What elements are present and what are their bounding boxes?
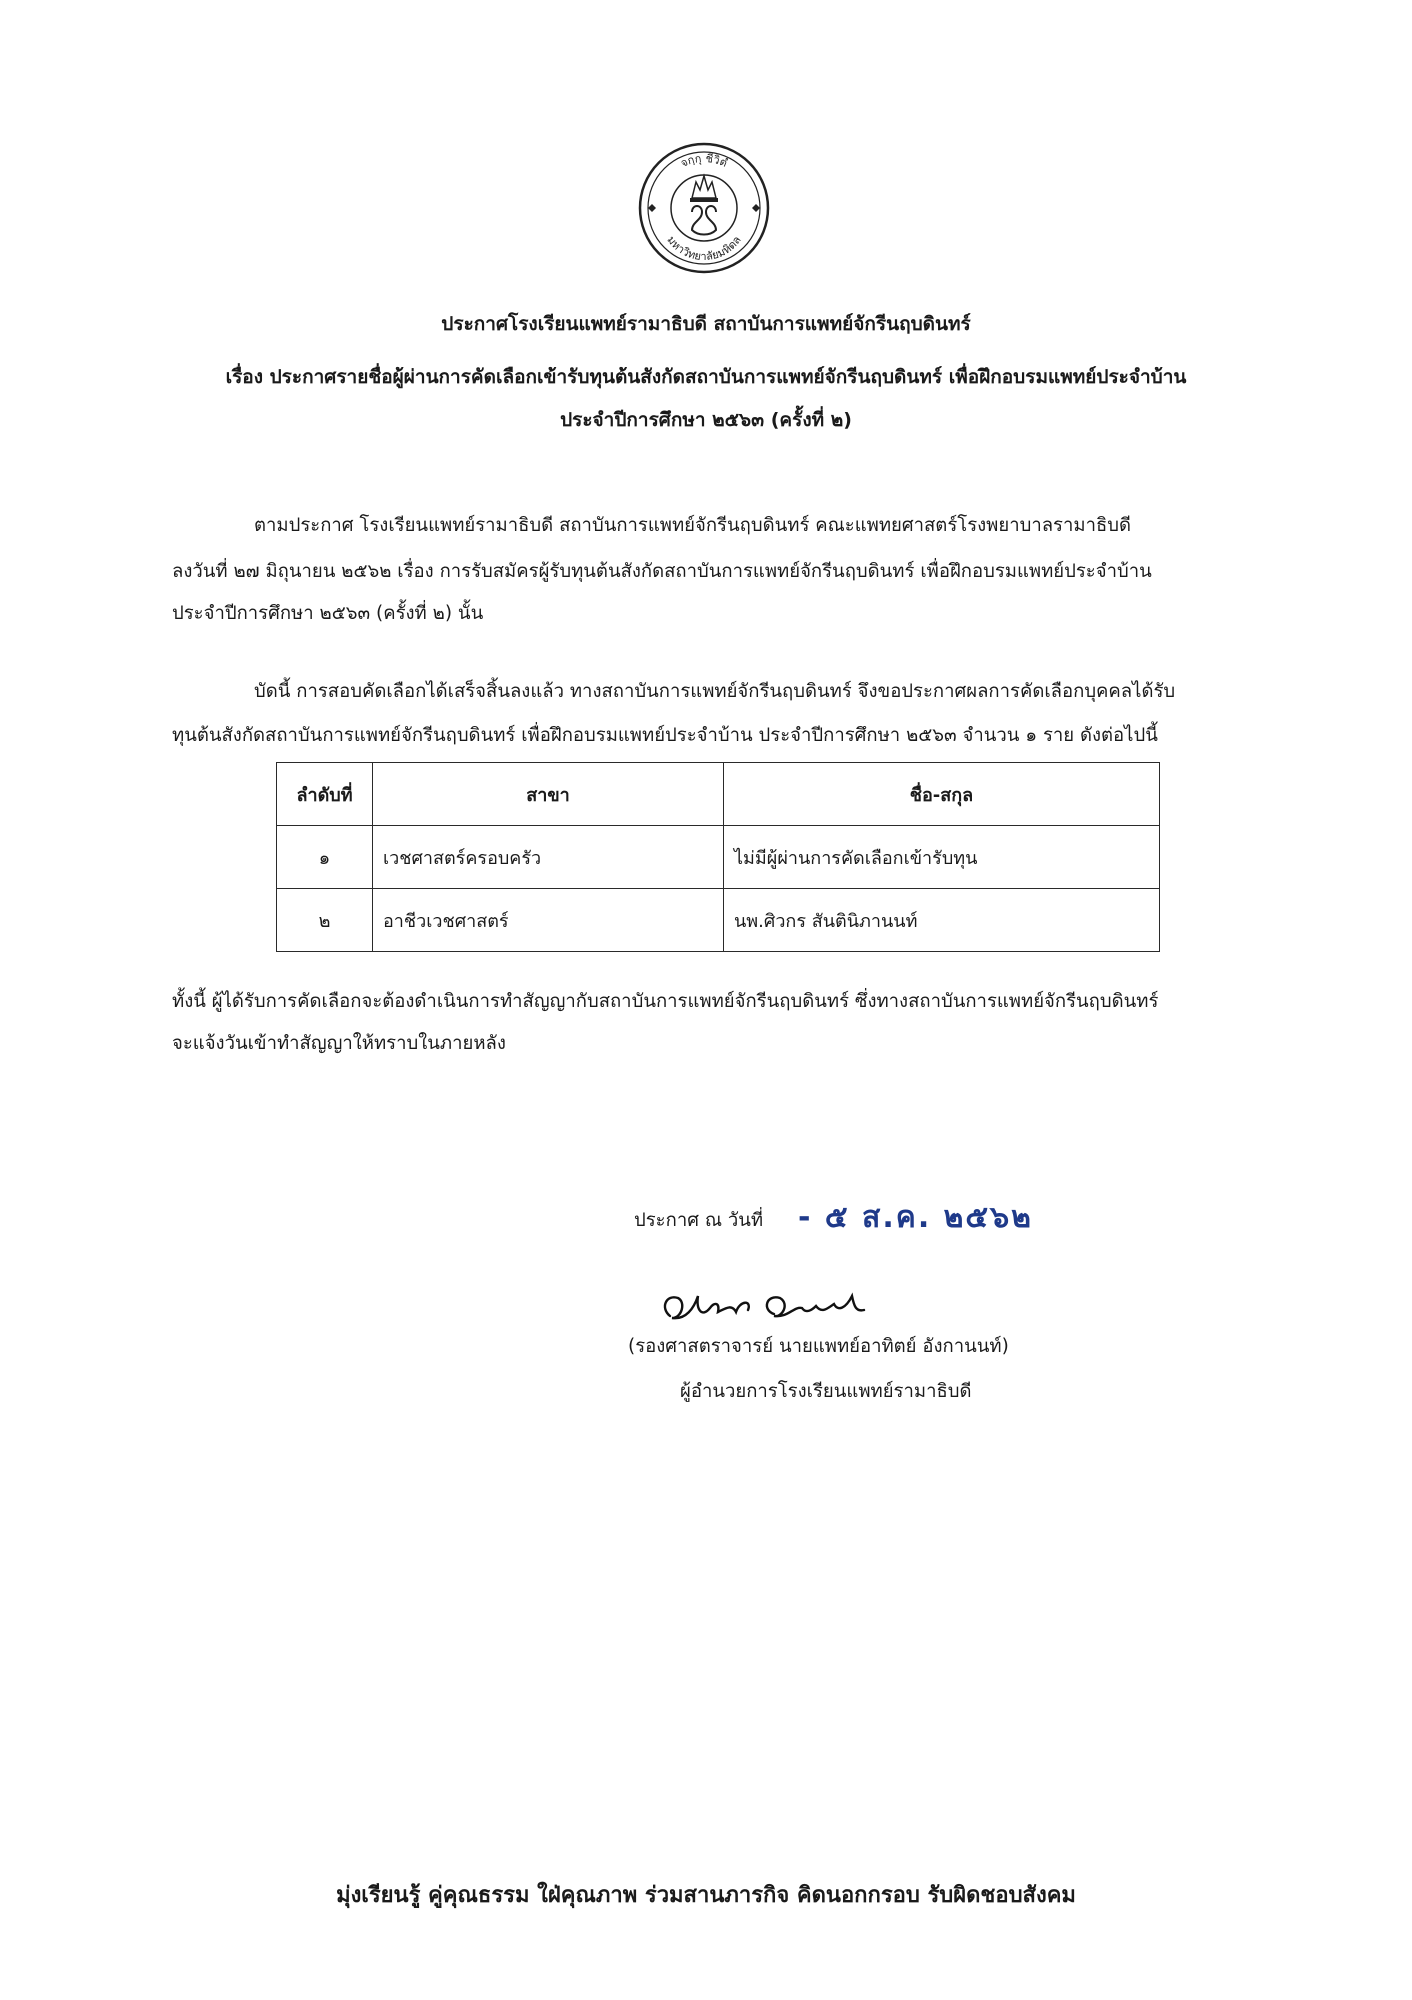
header-name: ชื่อ-สกุล (724, 763, 1160, 826)
seal-top-text: จกฺกุ ชีวิตํ (678, 151, 730, 170)
paragraph2-line1: บัดนี้ การสอบคัดเลือกได้เสร็จสิ้นลงแล้ว ทางสถาบันการแพทย์จักรีนฤบดินทร์ จึงขอประกาศผลการคัดเลือกบุคคลได้รับ (254, 681, 1176, 702)
paragraph2-line2: ทุนต้นสังกัดสถาบันการแพทย์จักรีนฤบดินทร์ เพื่อฝึกอบรมแพทย์ประจำบ้าน ประจำปีการศึกษา ๒๕๖๓ จำนวน ๑ ราย ดังต่อไปนี้ (172, 725, 1158, 746)
paragraph1-line3: ประจำปีการศึกษา ๒๕๖๓ (ครั้งที่ ๒) นั้น (172, 603, 484, 624)
signatory-position: ผู้อำนวยการโรงเรียนแพทย์รามาธิบดี (680, 1381, 972, 1402)
row-name: นพ.ศิวกร สันตินิภานนท์ (724, 889, 1160, 952)
footer-motto: มุ่งเรียนรู้ คู่คุณธรรม ใฝ่คุณภาพ ร่วมสานภารกิจ คิดนอกกรอบ รับผิดชอบสังคม (336, 1883, 1076, 1908)
signatory-name: (รองศาสตราจารย์ นายแพทย์อาทิตย์ อังกานนท์) (628, 1336, 1009, 1357)
row-number: ๒ (277, 889, 373, 952)
table-header-row (277, 763, 1160, 826)
university-seal-logo (636, 140, 772, 276)
header-branch: สาขา (373, 763, 724, 826)
table-row (277, 826, 1160, 889)
paragraph1-line2: ลงวันที่ ๒๗ มิถุนายน ๒๕๖๒ เรื่อง การรับสมัครผู้รับทุนต้นสังกัดสถาบันการแพทย์จักรีนฤบดินทร์ เพื่อฝึกอบรมแพทย์ประจำบ้าน (172, 561, 1152, 582)
row-branch: อาชีวเวชศาสตร์ (373, 889, 724, 952)
announcement-date-label: ประกาศ ณ วันที่ (634, 1210, 764, 1231)
svg-text:มหาวิทยาลัยมหิดล (664, 234, 743, 263)
row-name: ไม่มีผู้ผ่านการคัดเลือกเข้ารับทุน (724, 826, 1160, 889)
paragraph1-line1: ตามประกาศ โรงเรียนแพทย์รามาธิบดี สถาบันการแพทย์จักรีนฤบดินทร์ คณะแพทยศาสตร์โรงพยาบาลรามาธิบดี (254, 515, 1132, 536)
announcement-subject: เรื่อง ประกาศรายชื่อผู้ผ่านการคัดเลือกเข้ารับทุนต้นสังกัดสถาบันการแพทย์จักรีนฤบดินทร์ เพื่อฝึกอบรมแพทย์ประจำบ้าน (225, 366, 1187, 388)
seal-bottom-text: มหาวิทยาลัยมหิดล (664, 233, 744, 264)
date-stamp: - ๕ ส.ค. ๒๕๖๒ (798, 1200, 1033, 1235)
handwritten-signature (656, 1278, 876, 1332)
announcement-title: ประกาศโรงเรียนแพทย์รามาธิบดี สถาบันการแพทย์จักรีนฤบดินทร์ (441, 313, 971, 335)
header-order: ลำดับที่ (277, 763, 373, 826)
results-table (276, 762, 1160, 952)
row-branch: เวชศาสตร์ครอบครัว (373, 826, 724, 889)
row-number: ๑ (277, 826, 373, 889)
announcement-academic-year: ประจำปีการศึกษา ๒๕๖๓ (ครั้งที่ ๒) (560, 409, 852, 431)
table-row (277, 889, 1160, 952)
paragraph3-line2: จะแจ้งวันเข้าทำสัญญาให้ทราบในภายหลัง (172, 1033, 506, 1054)
paragraph3-line1: ทั้งนี้ ผู้ได้รับการคัดเลือกจะต้องดำเนินการทำสัญญากับสถาบันการแพทย์จักรีนฤบดินทร์ ซึ่งทางสถาบันการแพทย์จักรีนฤบดินทร์ (172, 991, 1159, 1012)
